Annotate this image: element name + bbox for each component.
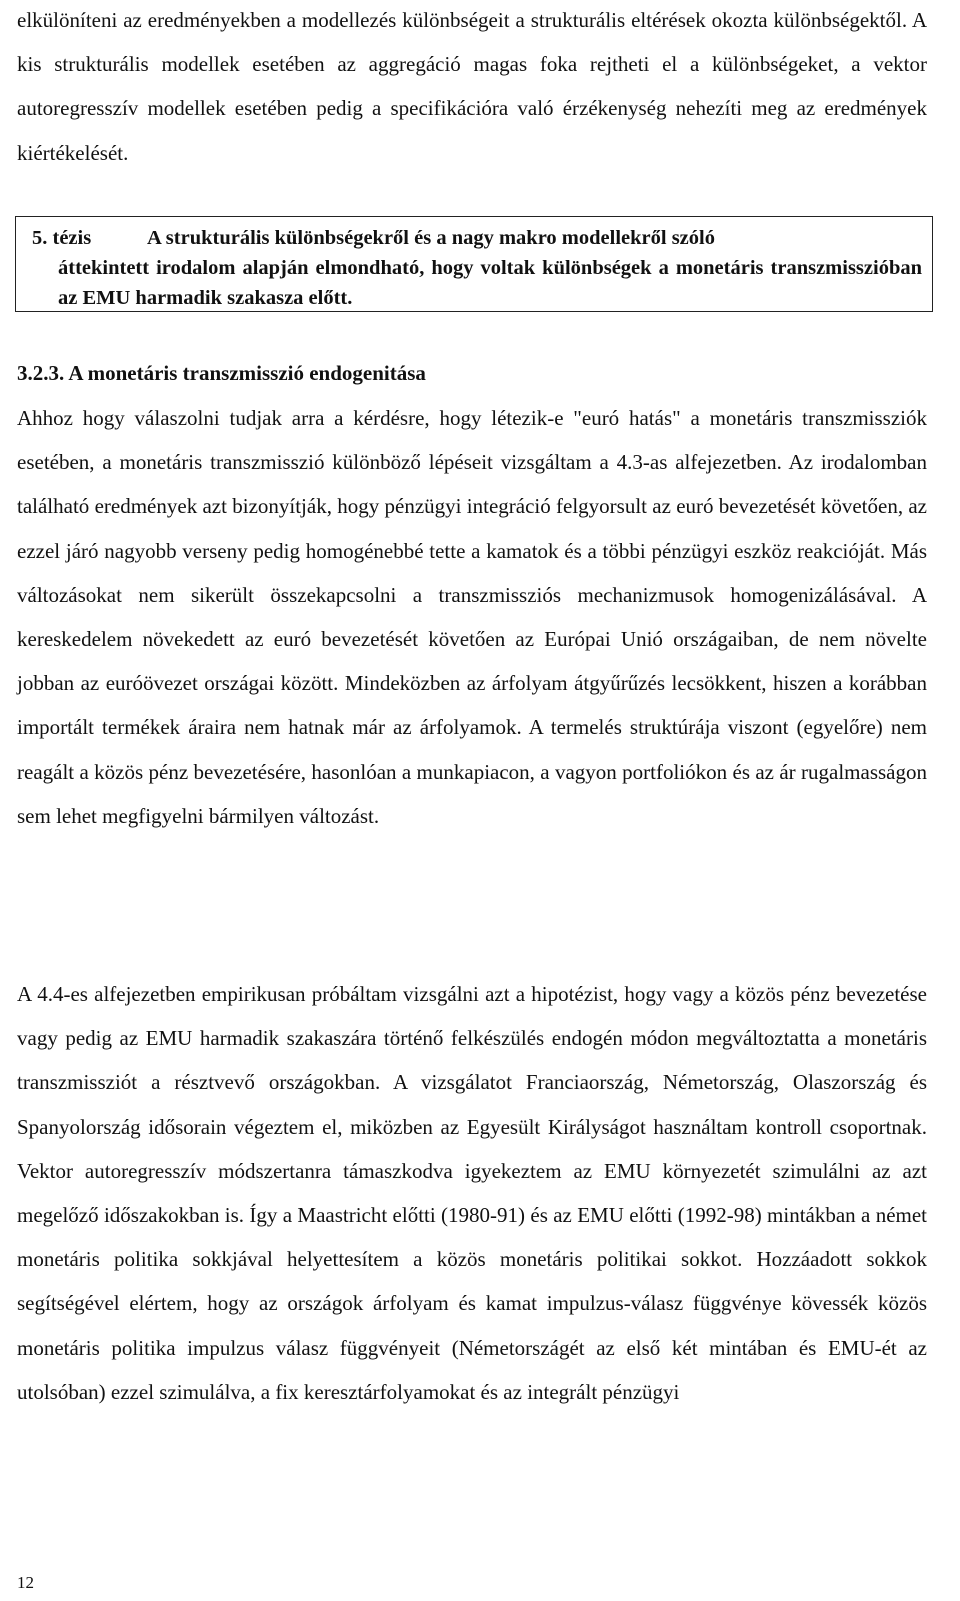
body-paragraph-2: A 4.4-es alfejezetben empirikusan próbáltam vizsgálni azt a hipotézist, hogy vagy a közös pénz bevezetése vagy pedig az EMU harmadik szakaszára történő felkészülés endogén módon megváltoztatta a monetáris transzmissziót a résztvevő országokban. A vizsgálatot Franciaország, Németország, Olaszország és Spanyolország idősorain végeztem el, miközben az Egyesült Királyságot használtam kontroll csoportnak. Vektor autoregresszív módszertanra támaszkodva igyekeztem az EMU környezetét szimulálni az azt megelőző időszakokban is. Így a Maastricht előtti (1980-91) és az EMU előtti (1992-98) mintákban a német monetáris politika sokkjával helyettesítem a közös monetáris politikai sokkot. Hozzáadott sokkok segítségével elértem, hogy az országok árfolyam és kamat impulzus-válasz függvénye kövessék közös monetáris politika impulzus válasz függvényeit (Németországét az első két mintában és EMU-ét az utolsóban) ezzel szimulálva, a fix keresztárfolyamokat és az integrált pénzügyi <box>17 982 927 1404</box>
body-paragraph-1: Ahhoz hogy válaszolni tudjak arra a kérdésre, hogy létezik-e "euró hatás" a monetáris transzmissziók esetében, a monetáris transzmisszió különböző lépéseit vizsgáltam a 4.3-as alfejezetben. Az irodalomban található eredmények azt bizonyítják, hogy pénzügyi integráció felgyorsult az euró bevezetését követően, az ezzel járó nagyobb verseny pedig homogénebbé tette a kamatok és a többi pénzügyi eszköz reakcióját. Más változásokat nem sikerült összekapcsolni a transzmissziós mechanizmusok homogenizálásával. A kereskedelem növekedett az euró bevezetését követően az Európai Unió országaiban, de nem növelte jobban az euróövezet országai között. Mindeközben az árfolyam átgyűrűzés lecsökkent, hiszen a korábban importált termékek áraira nem hatnak már az árfolyamok. A termelés struktúrája viszont (egyelőre) nem reagált a közös pénz bevezetésére, hasonlóan a munkapiacon, a vagyon portfoliókon és az ár rugalmasságon sem lehet megfigyelni bármilyen változást. <box>17 406 927 828</box>
thesis-number: 5. tézis <box>32 227 92 249</box>
intro-paragraph: elkülöníteni az eredményekben a modellezés különbségeit a strukturális eltérések okozta különbségektől. A kis strukturális modellek esetében az aggregáció magas foka rejtheti el a különbségeket, a vektor autoregresszív modellek esetében pedig a specifikációra való érzékenység nehezíti meg az eredmények kiértékelését. <box>17 8 927 165</box>
thesis-box <box>15 216 933 312</box>
section-heading: 3.2.3. A monetáris transzmisszió endogenitása <box>17 361 426 385</box>
thesis-content <box>32 223 922 313</box>
page-number: 12 <box>17 1573 34 1592</box>
thesis-first-row <box>32 223 922 253</box>
thesis-continuation: áttekintett irodalom alapján elmondható, hogy voltak különbségek a monetáris transzmisszióban az EMU harmadik szakasza előtt. <box>58 257 922 309</box>
thesis-first-line: A strukturális különbségekről és a nagy makro modellekről szóló <box>147 227 715 249</box>
